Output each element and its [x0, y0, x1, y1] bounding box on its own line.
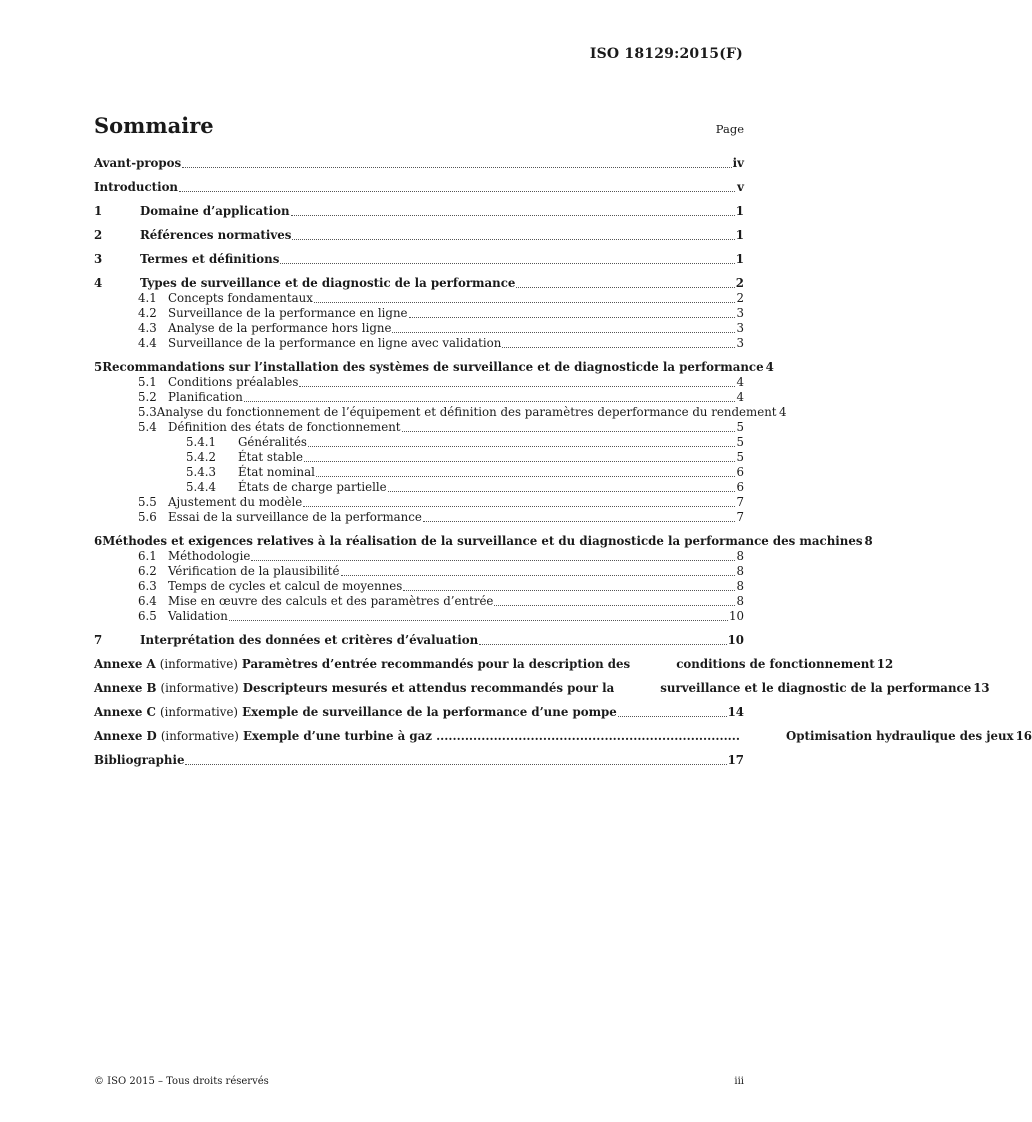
toc-entry-avant-propos[interactable]: [94, 156, 744, 171]
toc-entry-title-line2: surveillance et le diagnostic de la performance: [660, 681, 972, 695]
toc-entry-title-line1: Analyse du fonctionnement de l’équipement et définition des paramètres de: [156, 405, 612, 419]
toc-entry-number: 5: [94, 360, 103, 374]
toc-entry-number: 6.1: [138, 549, 157, 563]
toc-entry-page: 3: [736, 336, 744, 350]
toc-entry-5-1[interactable]: [94, 375, 744, 390]
toc-entry-page: 2: [736, 291, 744, 305]
leader-dots: [185, 763, 726, 765]
toc-entry-4-3[interactable]: [94, 321, 744, 336]
toc-entry-number: 5.4.2: [186, 450, 217, 464]
toc-entry-6-5[interactable]: [94, 609, 744, 624]
leader-dots: [409, 316, 735, 318]
toc-entry-page: 5: [736, 450, 744, 464]
toc-entry-7[interactable]: [94, 633, 744, 648]
toc-entry-6-2[interactable]: [94, 564, 744, 579]
toc-entry-4-2[interactable]: [94, 306, 744, 321]
toc-entry-bibliographie[interactable]: [94, 753, 744, 768]
toc-entry-number: 6.2: [138, 564, 157, 578]
toc-entry-page: 8: [736, 579, 744, 593]
table-of-contents: [94, 156, 1032, 768]
leader-dots: [244, 400, 735, 402]
annex-prefix: Annexe A: [94, 657, 156, 671]
toc-entry-title: Surveillance de la performance en ligne avec validation: [168, 336, 502, 350]
toc-entry-page: 10: [728, 609, 744, 623]
toc-entry-title: Concepts fondamentaux: [168, 291, 313, 305]
leader-dots: [392, 331, 735, 333]
leader-dots: [502, 346, 735, 348]
toc-entry-number: 6.5: [138, 609, 157, 623]
toc-entry-title-line1: Exemple d’une turbine à gaz ..........................................................................: [242, 729, 740, 743]
leader-dots: [179, 190, 735, 192]
toc-entry-title: Bibliographie: [94, 753, 185, 767]
toc-entry-page: 7: [736, 495, 744, 509]
annex-kind: (informative): [160, 729, 239, 743]
leader-dots: [229, 619, 728, 621]
annex-prefix: Annexe C: [94, 705, 156, 719]
toc-entry-number: 5.4: [138, 420, 157, 434]
leader-dots: [479, 643, 726, 645]
toc-entry-page: 3: [736, 306, 744, 320]
leader-dots: [403, 589, 735, 591]
leader-dots: [304, 460, 735, 462]
toc-entry-page: 10: [727, 633, 744, 647]
toc-entry-5-4-4[interactable]: [94, 480, 744, 495]
toc-entry-title-line2: de la performance: [643, 360, 764, 374]
toc-entry-4-1[interactable]: [94, 291, 744, 306]
toc-entry-number: 4.4: [138, 336, 157, 350]
toc-entry-5-3[interactable]: [94, 405, 787, 420]
toc-entry-number: 5.4.3: [186, 465, 217, 479]
toc-entry-page: 16: [1015, 729, 1032, 743]
toc-entry-page: 1: [735, 204, 744, 218]
annex-prefix: Annexe B: [94, 681, 157, 695]
annex-kind: (informative): [159, 705, 239, 719]
toc-entry-title: Références normatives: [140, 228, 292, 242]
annex-prefix: Annexe D: [94, 729, 157, 743]
toc-entry-page: 14: [727, 705, 744, 719]
leader-dots: [423, 520, 735, 522]
toc-entry-number: 5.4.4: [186, 480, 217, 494]
toc-entry-page: 5: [736, 435, 744, 449]
toc-entry-number: 4.1: [138, 291, 157, 305]
toc-entry-title: Mise en œuvre des calculs et des paramètres d’entrée: [168, 594, 494, 608]
toc-entry-5-4-1[interactable]: [94, 435, 744, 450]
toc-entry-title: États de charge partielle: [238, 480, 387, 494]
toc-entry-page: 12: [876, 657, 894, 671]
toc-entry-page: 8: [736, 549, 744, 563]
toc-entry-page: 8: [864, 534, 873, 548]
toc-entry-title: Exemple de surveillance de la performance d’une pompe: [242, 705, 617, 719]
leader-dots: [516, 286, 734, 288]
leader-dots: [299, 385, 735, 387]
leader-dots: [402, 430, 735, 432]
toc-entry-number: 6.3: [138, 579, 157, 593]
toc-entry-4-4[interactable]: [94, 336, 744, 351]
toc-entry-page: 7: [736, 510, 744, 524]
toc-entry-page: 17: [727, 753, 744, 767]
annex-kind: (informative): [160, 681, 239, 695]
toc-entry-title: Généralités: [238, 435, 307, 449]
toc-entry-5-5[interactable]: [94, 495, 744, 510]
leader-dots: [303, 505, 735, 507]
toc-entry-number: 4.3: [138, 321, 157, 335]
toc-entry-title: Surveillance de la performance en ligne: [168, 306, 408, 320]
toc-entry-title: Introduction: [94, 180, 179, 194]
annex-kind: (informative): [159, 657, 238, 671]
toc-entry-introduction[interactable]: [94, 180, 744, 195]
toc-entry-page: 4: [736, 375, 744, 389]
toc-entry-title: État stable: [238, 450, 304, 464]
toc-entry-annexe-b[interactable]: [94, 681, 990, 696]
toc-entry-page: iv: [732, 156, 744, 170]
toc-entry-title: Définition des états de fonctionnement: [168, 420, 401, 434]
toc-entry-title-line2: de la performance des machines: [648, 534, 863, 548]
toc-entry-number: 5.1: [138, 375, 157, 389]
toc-entry-title: Termes et définitions: [140, 252, 280, 266]
toc-entry-title: Temps de cycles et calcul de moyennes: [168, 579, 403, 593]
toc-entry-number: 5.2: [138, 390, 157, 404]
toc-entry-page: 1: [735, 252, 744, 266]
toc-entry-title: Méthodologie: [168, 549, 251, 563]
leader-dots: [291, 214, 735, 216]
toc-entry-1[interactable]: [94, 204, 744, 219]
toc-entry-number: 2: [94, 228, 103, 242]
leader-dots: [316, 475, 735, 477]
toc-entry-5-6[interactable]: [94, 510, 744, 525]
toc-entry-page: 6: [736, 480, 744, 494]
toc-entry-5-4-2[interactable]: [94, 450, 744, 465]
leader-dots: [280, 262, 734, 264]
toc-entry-number: 4.2: [138, 306, 157, 320]
toc-entry-title-line1: Méthodes et exigences relatives à la réalisation de la surveillance et du diagnostic: [102, 534, 649, 548]
toc-entry-title: Avant-propos: [94, 156, 182, 170]
toc-entry-number: 6: [94, 534, 103, 548]
leader-dots: [251, 559, 735, 561]
toc-entry-page: 4: [779, 405, 787, 419]
toc-entry-5-4[interactable]: [94, 420, 744, 435]
toc-entry-4[interactable]: [94, 276, 744, 291]
toc-entry-page: 3: [736, 321, 744, 335]
toc-entry-number: 5.4.1: [186, 435, 217, 449]
toc-entry-6-1[interactable]: [94, 549, 744, 564]
toc-entry-number: 5.3: [138, 405, 157, 419]
leader-dots: [388, 490, 735, 492]
toc-entry-page: 6: [736, 465, 744, 479]
toc-entry-6[interactable]: [94, 534, 873, 549]
toc-entry-6-3[interactable]: [94, 579, 744, 594]
toc-entry-5[interactable]: [94, 360, 774, 375]
toc-header: [94, 113, 744, 138]
toc-entry-6-4[interactable]: [94, 594, 744, 609]
toc-title: Sommaire: [94, 113, 214, 138]
toc-entry-number: 7: [94, 633, 103, 647]
leader-dots: [308, 445, 735, 447]
toc-entry-title: Domaine d’application: [140, 204, 290, 218]
page-footer: [94, 1076, 744, 1087]
toc-entry-title-line1: Descripteurs mesurés et attendus recommandés pour la: [242, 681, 615, 695]
toc-entry-page: 8: [736, 564, 744, 578]
toc-entry-title-line2: performance du rendement: [611, 405, 777, 419]
toc-entry-title: Ajustement du modèle: [168, 495, 303, 509]
toc-entry-number: 4: [94, 276, 103, 290]
toc-entry-page: 4: [765, 360, 774, 374]
footer-page-number: iii: [734, 1076, 744, 1087]
toc-entry-title: État nominal: [238, 465, 315, 479]
toc-entry-number: 6.4: [138, 594, 157, 608]
toc-entry-title-line2: Optimisation hydraulique des jeux: [786, 729, 1014, 743]
leader-dots: [314, 301, 735, 303]
toc-entry-5-2[interactable]: [94, 390, 744, 405]
leader-dots: [182, 166, 731, 168]
toc-entry-title: Types de surveillance et de diagnostic de la performance: [140, 276, 516, 290]
toc-entry-number: 3: [94, 252, 103, 266]
toc-entry-title: Planification: [168, 390, 243, 404]
toc-entry-title-line1: Paramètres d’entrée recommandés pour la description des: [241, 657, 631, 671]
toc-entry-5-4-3[interactable]: [94, 465, 744, 480]
toc-entry-page: 8: [736, 594, 744, 608]
toc-entry-page: v: [737, 180, 744, 194]
toc-entry-title: Essai de la surveillance de la performance: [168, 510, 422, 524]
toc-entry-title-line2: conditions de fonctionnement: [676, 657, 875, 671]
toc-entry-number: 1: [94, 204, 103, 218]
toc-entry-annexe-d[interactable]: [94, 729, 1032, 744]
toc-entry-title: Conditions préalables: [168, 375, 299, 389]
leader-dots: [494, 604, 735, 606]
toc-entry-page: 13: [973, 681, 990, 695]
leader-dots: [292, 238, 734, 240]
toc-entry-title: Vérification de la plausibilité: [168, 564, 340, 578]
toc-entry-2[interactable]: [94, 228, 744, 243]
toc-entry-page: 5: [736, 420, 744, 434]
toc-entry-title: Analyse de la performance hors ligne: [168, 321, 392, 335]
page-column-label: Page: [715, 122, 744, 136]
toc-entry-page: 4: [736, 390, 744, 404]
toc-entry-title-line1: Recommandations sur l’installation des systèmes de surveillance et de diagnostic: [102, 360, 643, 374]
leader-dots: [618, 715, 727, 717]
document-id: ISO 18129:2015(F): [589, 46, 743, 62]
toc-entry-3[interactable]: [94, 252, 744, 267]
toc-entry-title: Validation: [168, 609, 228, 623]
toc-entry-page: 2: [735, 276, 744, 290]
toc-entry-number: 5.5: [138, 495, 157, 509]
toc-entry-title: Interprétation des données et critères d’évaluation: [140, 633, 479, 647]
toc-entry-annexe-c[interactable]: [94, 705, 744, 720]
toc-entry-number: 5.6: [138, 510, 157, 524]
toc-entry-annexe-a[interactable]: [94, 657, 894, 672]
footer-copyright: © ISO 2015 – Tous droits réservés: [94, 1076, 269, 1087]
leader-dots: [341, 574, 735, 576]
toc-entry-page: 1: [735, 228, 744, 242]
